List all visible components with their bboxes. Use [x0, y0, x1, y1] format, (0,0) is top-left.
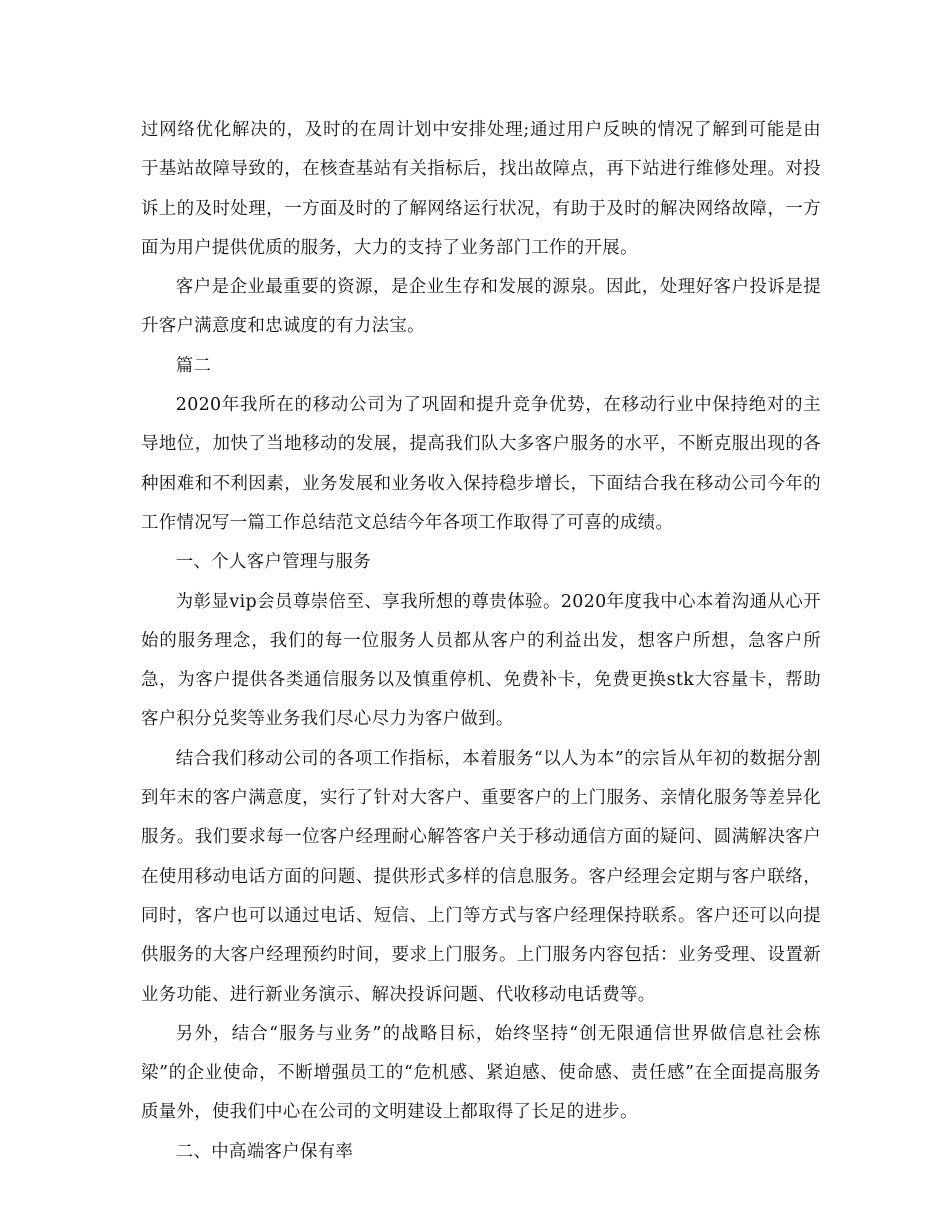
paragraph-2020-overview: 2020年我所在的移动公司为了巩固和提升竞争优势，在移动行业中保持绝对的主导地位，加快了当地移动的发展，提高我们队大多客户服务的水平，不断克服出现的各种困难和不利因素，业务发展和业务收入保持稳步增长，下面结合我在移动公司今年的工作情况写一篇工作总结范文总结今年各项工作取得了可喜的成绩。: [141, 395, 821, 533]
document-body: [141, 111, 821, 1172]
section-heading-personal-customer: 一、个人客户管理与服务: [175, 552, 371, 573]
paragraph-strategic-goal: 另外，结合“服务与业务”的战略目标，始终坚持“创无限通信世界做信息社会栋梁”的企业使命，不断增强员工的“危机感、紧迫感、使命感、责任感”在全面提高服务质量外，使我们中心在公司的文明建设上都取得了长足的进步。: [141, 1023, 821, 1123]
section-heading-part-two: 篇二: [175, 355, 212, 376]
section-heading-high-end-retention: 二、中高端客户保有率: [175, 1141, 354, 1162]
paragraph-vip-service: 为彰显vip会员尊崇倍至、享我所想的尊贵体验。2020年度我中心本着沟通从心开始的服务理念，我们的每一位服务人员都从客户的利益出发，想客户所想，急客户所急，为客户提供各类通信服务以及慎重停机、免费补卡，免费更换stk大容量卡，帮助客户积分兑奖等业务我们尽心尽力为客户做到。: [141, 591, 821, 730]
paragraph-complaint-handling: 过网络优化解决的，及时的在周计划中安排处理;通过用户反映的情况了解到可能是由于基站故障导致的，在核查基站有关指标后，找出故障点，再下站进行维修处理。对投诉上的及时处理，一方面及时的了解网络运行状况，有助于及时的解决网络故障，一方面为用户提供优质的服务，大力的支持了业务部门工作的开展。: [141, 120, 821, 258]
paragraph-work-indicators: 结合我们移动公司的各项工作指标，本着服务“以人为本”的宗旨从年初的数据分割到年末的客户满意度，实行了针对大客户、重要客户的上门服务、亲情化服务等差异化服务。我们要求每一位客户经理耐心解答客户关于移动通信方面的疑问、圆满解决客户在使用移动电话方面的问题、提供形式多样的信息服务。客户经理会定期与客户联络，同时，客户也可以通过电话、短信、上门等方式与客户经理保持联系。客户还可以向提供服务的大客户经理预约时间，要求上门服务。上门服务内容包括：业务受理、设置新业务功能、进行新业务演示、解决投诉问题、代收移动电话费等。: [141, 748, 821, 1005]
paragraph-customer-resource: 客户是企业最重要的资源，是企业生存和发展的源泉。因此，处理好客户投诉是提升客户满意度和忠诚度的有力法宝。: [141, 277, 821, 337]
